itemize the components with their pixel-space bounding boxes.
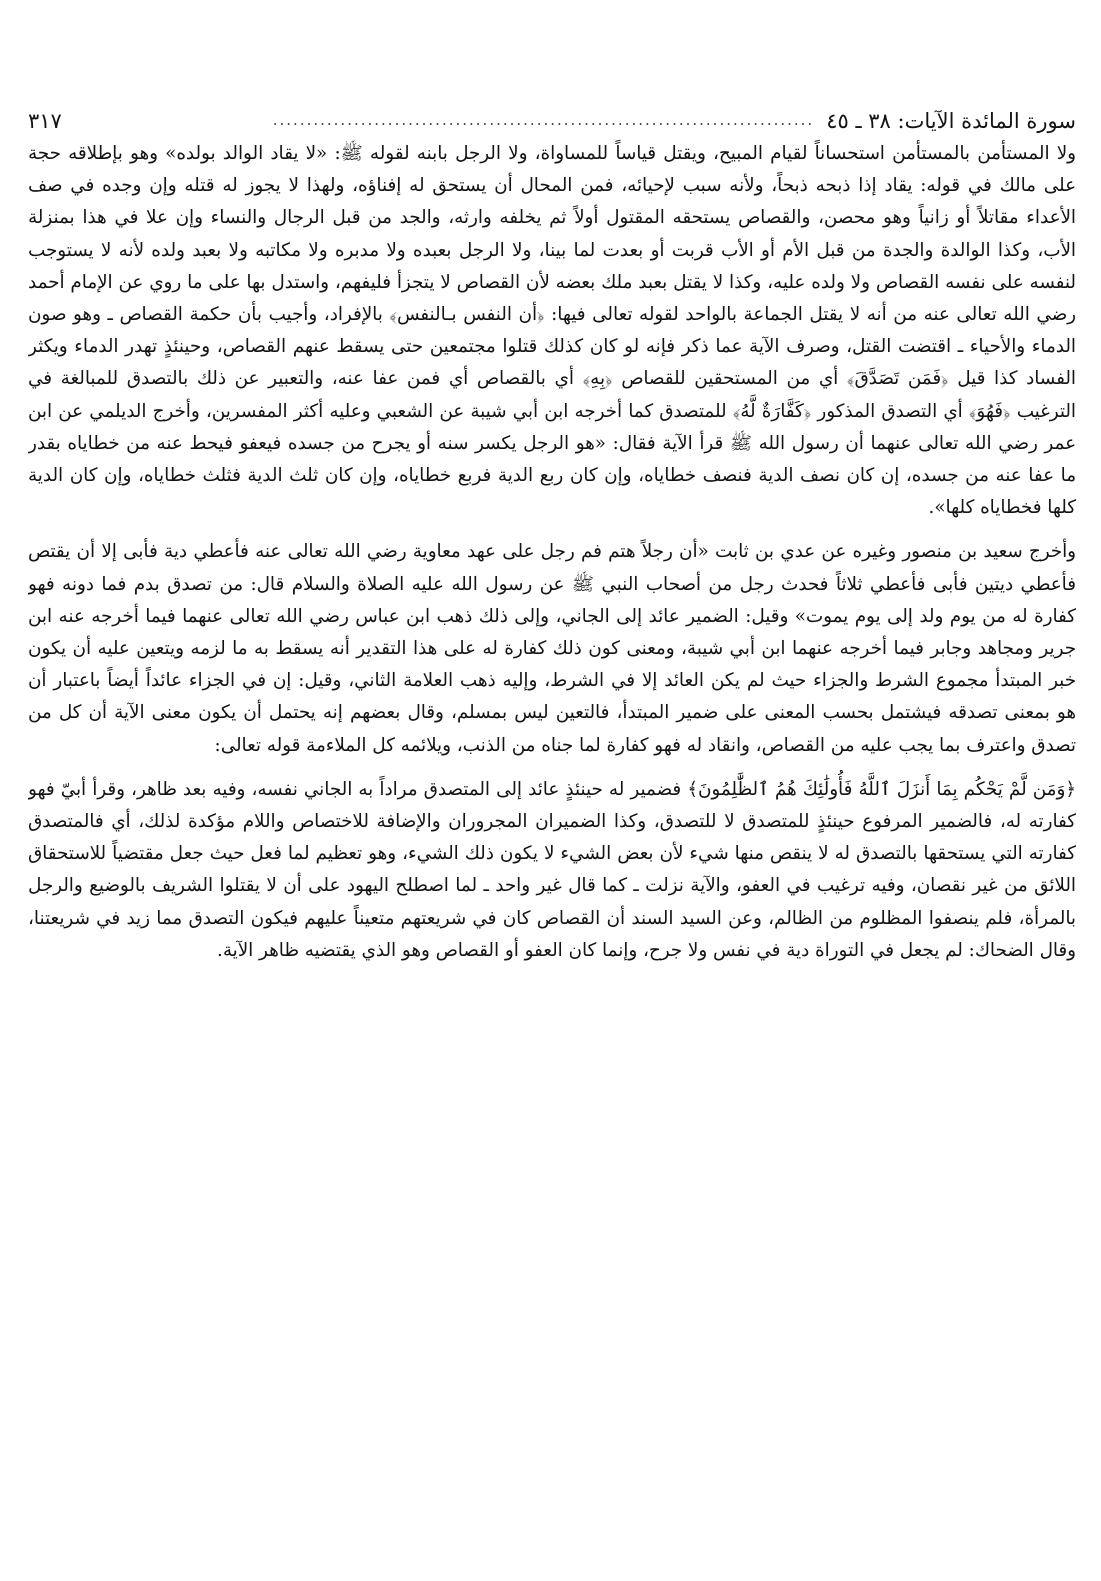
page-number: ٣١٧ xyxy=(28,108,62,133)
commentary-paragraph: ولا المستأمن بالمستأمن استحساناً لقيام المبيح، ويقتل قياساً للمساواة، ولا الرجل بابنه لقوله ﷺ: «لا يقاد الوالد بولده» وهو بإطلاقه حجة على مالك في قوله: يقاد إذا ذبحه ذبحاً، ولأنه سبب لإحيائه، فمن المحال أن يستحق له إفناؤه، ولهذا لا يجوز له قتله وإن وجده في صف الأعداء مقاتلاً أو زانياً وهو محصن، والقصاص يستحقه المقتول أولاً ثم يخلفه وارثه، والجد من قبل الرجال والنساء وإن علا في هذا بمنزلة الأب، وكذا الوالدة والجدة من قبل الأم أو الأب قربت أو بعدت لما بينا، ولا الرجل بعبده ولا مدبره ولا مكاتبه ولا بعبد ولده لأنه لا يستوجب لنفسه على نفسه القصاص ولا ولده عليه، وكذا لا يقتل بعبد ملك بعضه لأن القصاص لا يتجزأ فليفهم، واستدل بها على ما روي عن الإمام أحمد رضي الله تعالى عنه من أنه لا يقتل الجماعة بالواحد لقوله تعالى فيها: ﴿أن النفس بـالنفس﴾ بالإفراد، وأجيب بأن حكمة القصاص ـ وهو صون الدماء والأحياء ـ اقتضت القتل، وصرف الآية عما ذكر فإنه لو كان كذلك قتلوا مجتمعين حتى يسقط عنهم القصاص، وحينئذٍ تهدر الدماء ويكثر الفساد كذا قيل ﴿فَمَن تَصَدَّقَ﴾ أي من المستحقين للقصاص ﴿بِهِ﴾ أي بالقصاص أي فمن عفا عنه، والتعبير عن ذلك بالتصدق للمبالغة في الترغيب ﴿فَهُوَ﴾ أي التصدق المذكور ﴿كَفَّارَةٌ لَّهُ﴾ للمتصدق كما أخرجه ابن أبي شيبة عن الشعبي وعليه أكثر المفسرين، وأخرج الديلمي عن ابن عمر رضي الله تعالى عنهما أن رسول الله ﷺ قرأ الآية فقال: «هو الرجل يكسر سنه أو يجرح من جسده فيعفو فيحط عنه من خطاياه بقدر ما عفا عنه من جسده، إن كان نصف الدية فنصف خطاياه، وإن كان ربع الدية فربع خطاياه، وإن كان ثلث الدية فثلث خطاياه، وإن كان الدية كلها فخطاياه كلها». xyxy=(28,143,1076,519)
commentary-paragraph: ﴿وَمَن لَّمْ يَحْكُم بِمَا أَنزَلَ ٱللَّهُ فَأُولَٰئِكَ هُمُ ٱلظَّٰلِمُونَ﴾ فضمير له حينئذٍ عائد إلى المتصدق مراداً به الجاني نفسه، وفيه بعد ظاهر، وقرأ أبيّ فهو كفارته له، فالضمير المرفوع حينئذٍ للمتصدق لا للتصدق، وكذا الضميران المجروران والإضافة للاختصاص واللام مؤكدة لذلك، أي فالمتصدق كفارته التي يستحقها بالتصدق له لا ينقص منها شيء لأن بعض الشيء لا يكون ذلك الشيء، وهو تعظيم لما فعل حيث جعل مقتضياً للاستحقاق اللائق من غير نقصان، وفيه ترغيب في العفو، والآية نزلت ـ كما قال غير واحد ـ لما اصطلح اليهود على أن لا يقتلوا الشريف بالوضيع والرجل بالمرأة، فلم ينصفوا المظلوم من الظالم، وعن السيد السند أن القصاص كان في شريعتهم متعيناً عليهم فيكون التصدق مما زيد في شريعتنا، وقال الضحاك: لم يجعل في التوراة دية في نفس ولا جرح، وإنما كان العفو أو القصاص وهو الذي يقتضيه ظاهر الآية. xyxy=(28,778,1076,961)
running-header xyxy=(28,94,1076,134)
commentary-paragraph: وأخرج سعيد بن منصور وغيره عن عدي بن ثابت «أن رجلاً هتم فم رجل على عهد معاوية رضي الله تعالى عنه فأعطي دية فأبى إلا أن يقتص فأعطي ديتين فأبى فأعطي ثلاثاً فحدث رجل من أصحاب النبي ﷺ عن رسول الله عليه الصلاة والسلام قال: من تصدق بدم فما دونه فهو كفارة له من يوم ولد إلى يوم يموت» وقيل: الضمير عائد إلى الجاني، وإلى ذلك ذهب ابن عباس رضي الله تعالى عنهما فيما أخرجه عنه ابن جرير ومجاهد وجابر فيما أخرجه عنهما ابن أبي شيبة، ومعنى كون ذلك كفارة له على هذا التقدير أنه يسقط به ما لزمه ويتعين عليه أن يكون خبر المبتدأ مجموع الشرط والجزاء حيث لم يكن العائد إلا في الشرط، وإليه ذهب العلامة الثاني، وقيل: إن في الجزاء عائداً أيضاً باعتبار أن هو بمعنى تصدقه فيشتمل بحسب المعنى على ضمير المبتدأ، فالتعين ليس بمسلم، وقال بعضهم إنه يحتمل أن يكون معنى الآية أن كل من تصدق واعترف بما يجب عليه من القصاص، وانقاد له فهو كفارة لما جناه من الذنب، ويلائمه كل الملاءمة قوله تعالى: xyxy=(28,541,1076,756)
header-leader-dots: ................................................................................ xyxy=(272,111,815,130)
surah-title: سورة المائدة الآيات: ٣٨ ـ ٤٥ xyxy=(826,108,1076,133)
book-page xyxy=(28,94,1076,1564)
